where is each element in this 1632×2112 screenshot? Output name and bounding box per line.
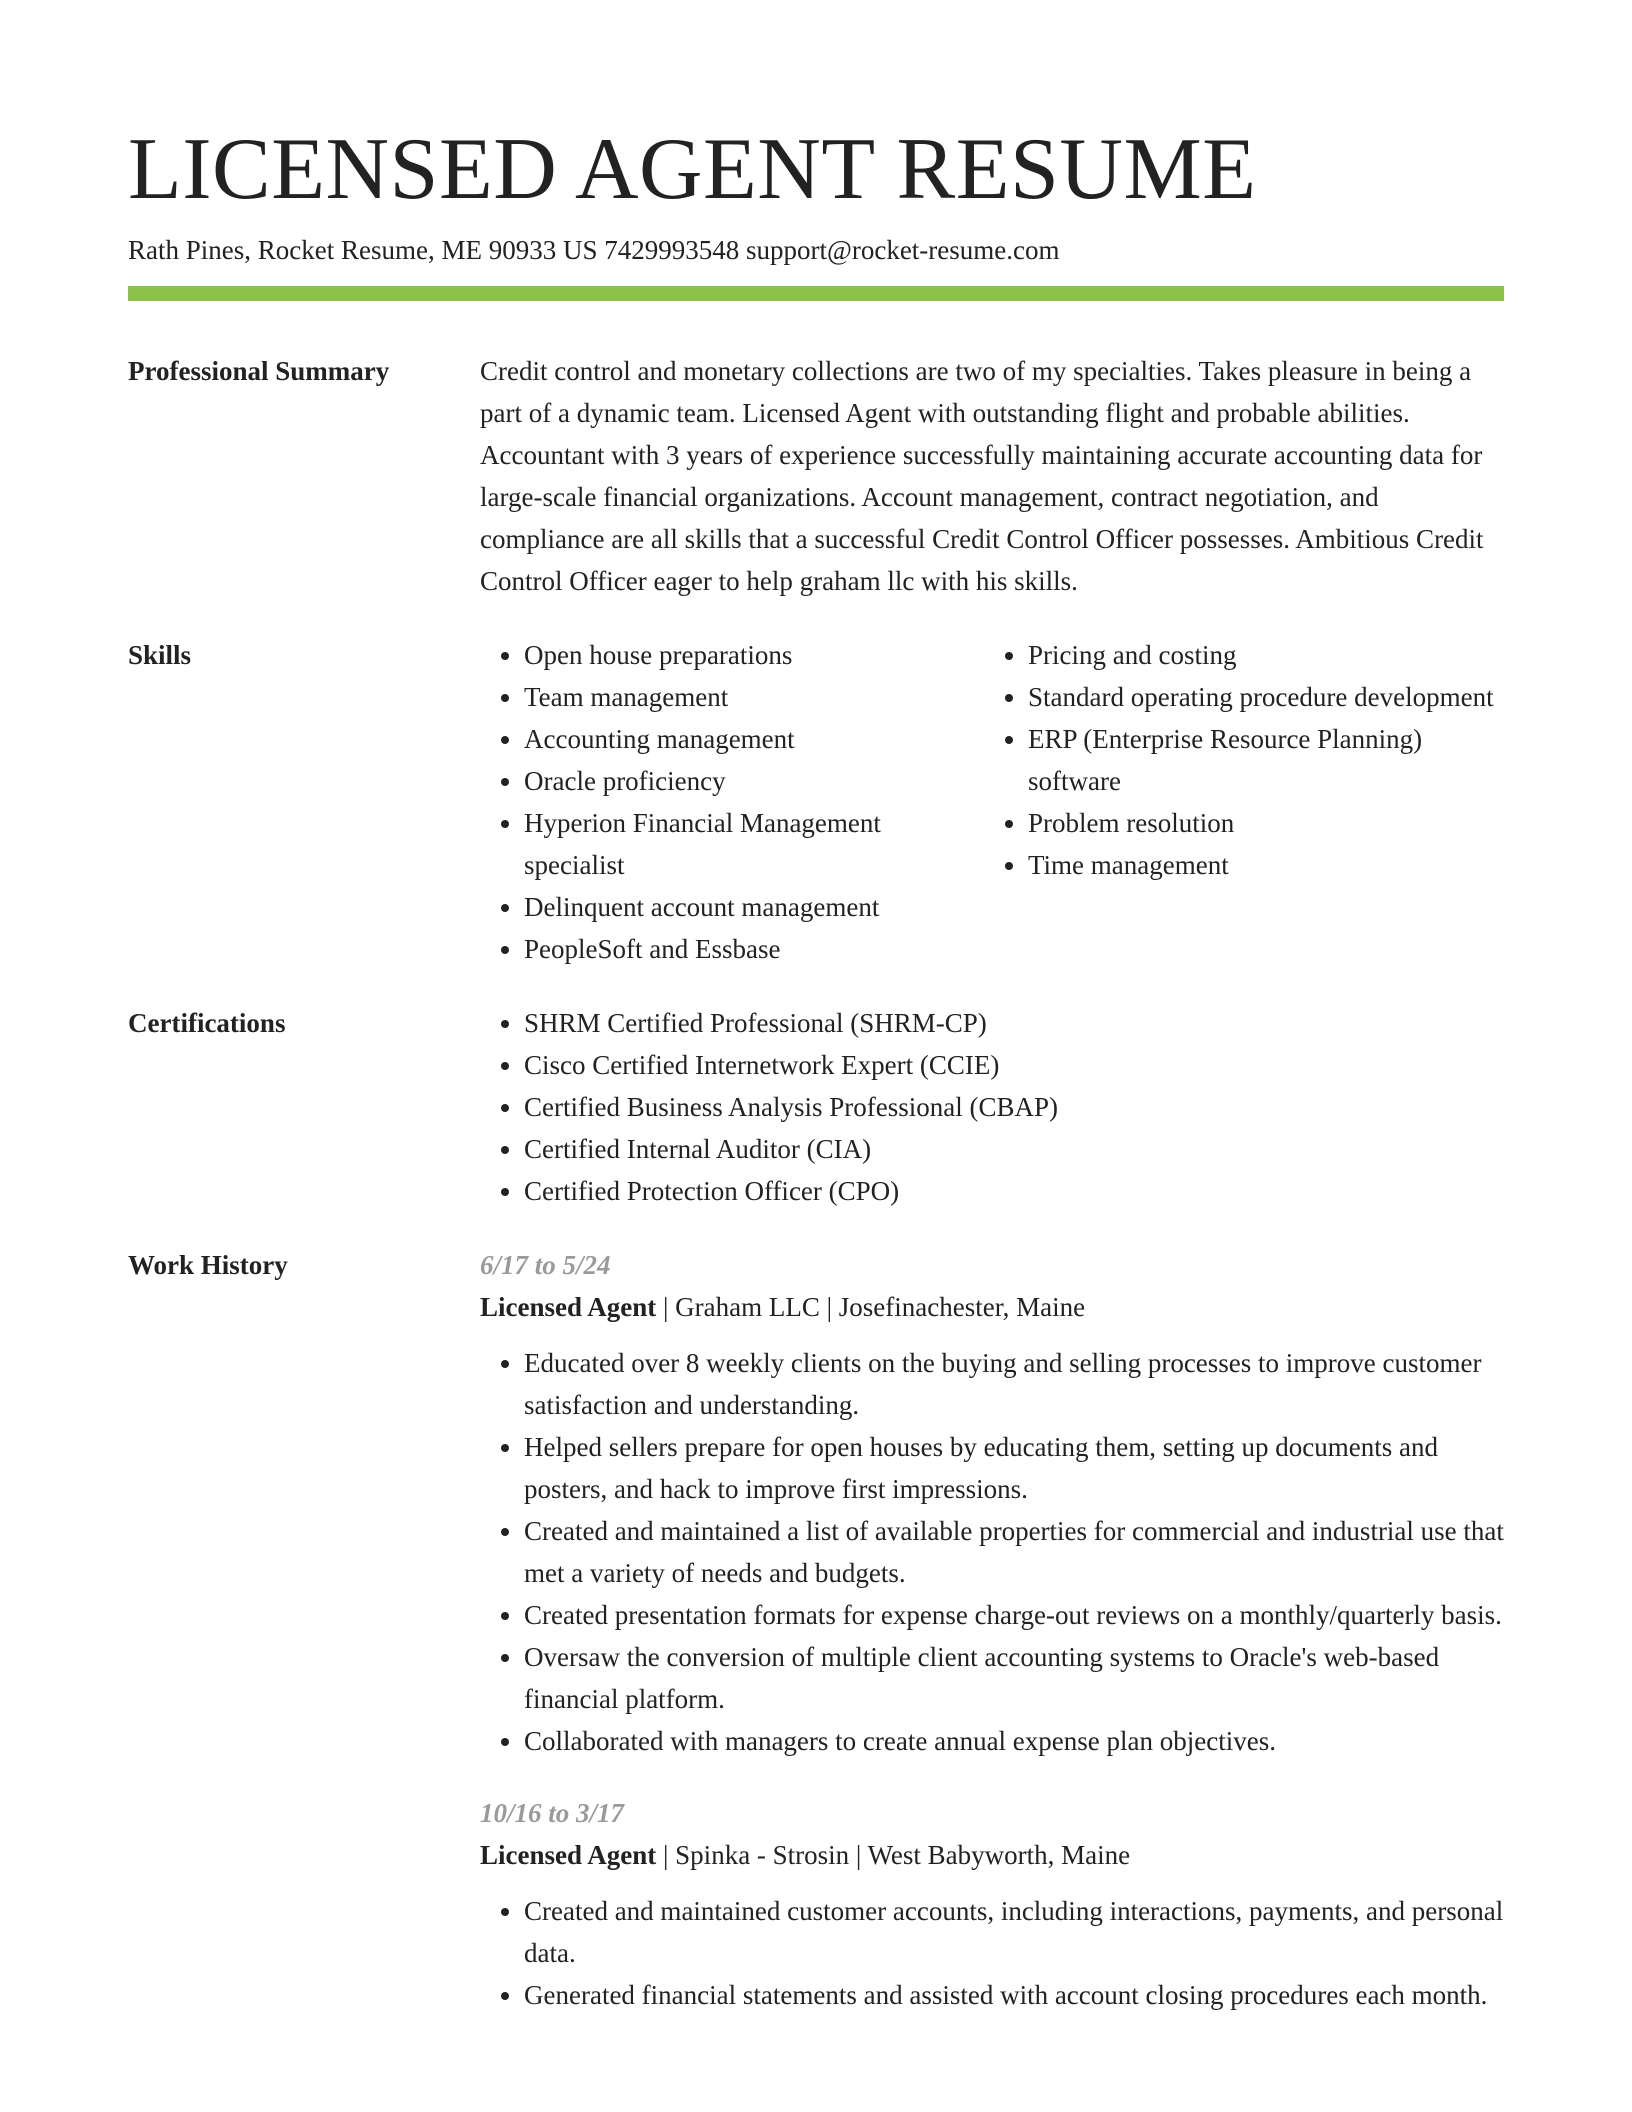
list-item: • Delinquent account management (524, 886, 984, 928)
list-item: • Open house preparations (524, 634, 984, 676)
list-item: • Certified Business Analysis Professional (CBAP) (524, 1086, 1504, 1128)
professional-summary-section (128, 350, 1504, 602)
list-item: • Helped sellers prepare for open houses by educating them, setting up documents and posters, and hack to improve first impressions. (524, 1426, 1504, 1510)
job-bullets (480, 1890, 1504, 2016)
list-item: • Pricing and costing (1028, 634, 1504, 676)
certifications-list (480, 1002, 1504, 1212)
job-dates: 10/16 to 3/17 (480, 1798, 625, 1828)
job-dates: 6/17 to 5/24 (480, 1250, 611, 1280)
job-bullets (480, 1342, 1504, 1762)
section-label: Work History (128, 1250, 288, 1280)
list-item: • Collaborated with managers to create annual expense plan objectives. (524, 1720, 1504, 1762)
resume-sections (128, 350, 1504, 2078)
list-item: • Hyperion Financial Management specialist (524, 802, 984, 886)
list-item: • Certified Internal Auditor (CIA) (524, 1128, 1504, 1170)
section-label: Certifications (128, 1008, 286, 1038)
section-body (480, 350, 1504, 602)
list-item: • Oversaw the conversion of multiple client accounting systems to Oracle's web-based financial platform. (524, 1636, 1504, 1720)
skills-column-left (480, 634, 984, 970)
job-heading (480, 1834, 1504, 1876)
list-item: • Created and maintained customer accounts, including interactions, payments, and personal data. (524, 1890, 1504, 1974)
list-item: • ERP (Enterprise Resource Planning) software (1028, 718, 1504, 802)
contact-line: Rath Pines, Rocket Resume, ME 90933 US 7429993548 support@rocket-resume.com (128, 235, 1060, 265)
skills-column-right (984, 634, 1504, 970)
list-item: • Team management (524, 676, 984, 718)
skills-list-right (984, 634, 1504, 886)
skills-section (128, 634, 1504, 970)
resume-title: LICENSED AGENT RESUME (128, 121, 1257, 218)
list-item: • Created and maintained a list of available properties for commercial and industrial use that met a variety of needs and budgets. (524, 1510, 1504, 1594)
accent-divider (128, 286, 1504, 301)
section-body (480, 1002, 1504, 1212)
section-label: Professional Summary (128, 356, 390, 386)
list-item: • SHRM Certified Professional (SHRM-CP) (524, 1002, 1504, 1044)
list-item: • Standard operating procedure development (1028, 676, 1504, 718)
section-body (480, 1244, 1504, 2046)
job-title: Licensed Agent (480, 1292, 657, 1322)
list-item: • Oracle proficiency (524, 760, 984, 802)
skills-columns (480, 634, 1504, 970)
job-entry (480, 1244, 1504, 1762)
work-history-section (128, 1244, 1504, 2046)
job-title: Licensed Agent (480, 1840, 657, 1870)
job-heading (480, 1286, 1504, 1328)
list-item: • Created presentation formats for expense charge-out reviews on a monthly/quarterly basis. (524, 1594, 1504, 1636)
section-label: Skills (128, 640, 192, 670)
job-details: | Graham LLC | Josefinachester, Maine (656, 1292, 1086, 1322)
list-item: • Problem resolution (1028, 802, 1504, 844)
job-details: | Spinka - Strosin | West Babyworth, Maine (656, 1840, 1131, 1870)
list-item: • PeopleSoft and Essbase (524, 928, 984, 970)
list-item: • Cisco Certified Internetwork Expert (CCIE) (524, 1044, 1504, 1086)
list-item: • Certified Protection Officer (CPO) (524, 1170, 1504, 1212)
list-item: • Accounting management (524, 718, 984, 760)
job-entry (480, 1792, 1504, 2016)
skills-list-left (480, 634, 984, 970)
certifications-section (128, 1002, 1504, 1212)
list-item: • Educated over 8 weekly clients on the buying and selling processes to improve customer satisfaction and understanding. (524, 1342, 1504, 1426)
list-item: • Time management (1028, 844, 1504, 886)
summary-text: Credit control and monetary collections are two of my specialties. Takes pleasure in being a part of a dynamic team. Licensed Agent with outstanding flight and probable abilities. Accountant with 3 years of experience successfully maintaining accurate accounting data for large-scale financial organizations. Account management, contract negotiation, and compliance are all skills that a successful Credit Control Officer possesses. Ambitious Credit Control Officer eager to help graham llc with his skills. (480, 356, 1484, 596)
list-item: • Generated financial statements and assisted with account closing procedures each month. (524, 1974, 1504, 2016)
